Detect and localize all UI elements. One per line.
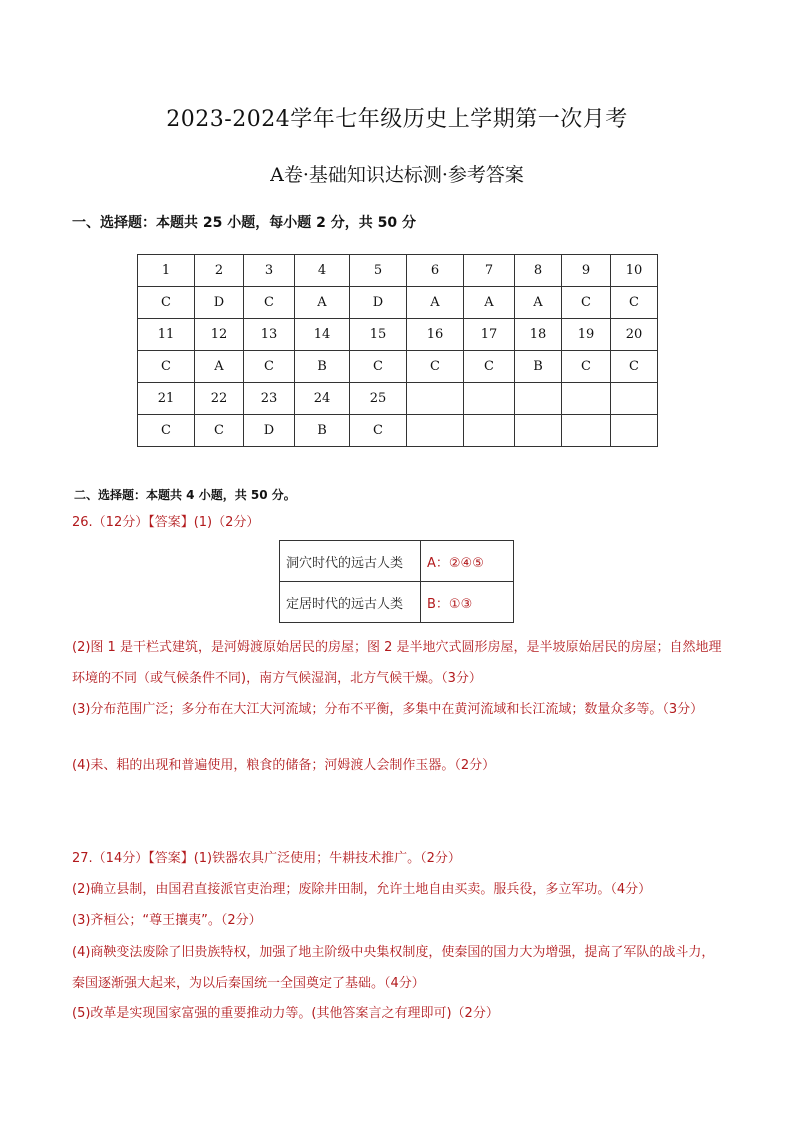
question-number-cell: 2 (195, 255, 244, 287)
answer-cell: C (244, 287, 295, 319)
answer-cell: C (611, 351, 658, 383)
answer-table-row (138, 319, 658, 351)
question-number-cell: 7 (464, 255, 515, 287)
answer-cell: C (350, 351, 407, 383)
answer-cell: A (195, 351, 244, 383)
question-number-cell: 9 (562, 255, 611, 287)
q26-table-row (280, 541, 514, 582)
q26-part-4: (4)耒、耜的出现和普遍使用，粮食的储备；河姆渡人会制作玉器。（2分） (72, 758, 496, 773)
answer-cell: D (350, 287, 407, 319)
answer-cell (515, 415, 562, 447)
q26-value: B：①③ (421, 582, 514, 623)
answer-table-row (138, 383, 658, 415)
question-number-cell: 11 (138, 319, 195, 351)
page-subtitle: A卷·基础知识达标测·参考答案 (270, 164, 524, 186)
answer-cell: B (295, 415, 350, 447)
question-number-cell: 24 (295, 383, 350, 415)
answer-cell (611, 415, 658, 447)
q26-table (279, 540, 514, 623)
answer-cell: C (195, 415, 244, 447)
question-number-cell (562, 383, 611, 415)
answer-cell: C (611, 287, 658, 319)
q26-header: 26.（12分）【答案】(1)（2分） (72, 515, 260, 530)
q26-label: 洞穴时代的远古人类 (280, 541, 421, 582)
q27-part-4: (4)商鞅变法废除了旧贵族特权，加强了地主阶级中央集权制度，使秦国的国力大为增强，提高了军队的战斗力，秦国逐渐强大起来，为以后秦国统一全国奠定了基础。（4分） (72, 945, 715, 991)
question-number-cell: 21 (138, 383, 195, 415)
answer-cell: C (562, 287, 611, 319)
answer-cell (464, 415, 515, 447)
question-number-cell: 4 (295, 255, 350, 287)
answer-cell: B (295, 351, 350, 383)
answer-cell: A (515, 287, 562, 319)
question-number-cell: 5 (350, 255, 407, 287)
question-number-cell: 10 (611, 255, 658, 287)
answer-cell: D (195, 287, 244, 319)
answer-table (137, 254, 658, 447)
answer-cell: C (464, 351, 515, 383)
question-number-cell: 19 (562, 319, 611, 351)
page-title: 2023-2024学年七年级历史上学期第一次月考 (166, 107, 628, 132)
question-number-cell: 17 (464, 319, 515, 351)
question-number-cell: 18 (515, 319, 562, 351)
question-number-cell: 14 (295, 319, 350, 351)
q26-label: 定居时代的远古人类 (280, 582, 421, 623)
answer-cell: A (464, 287, 515, 319)
q27-part-5: (5)改革是实现国家富强的重要推动力等。(其他答案言之有理即可)（2分） (72, 1006, 499, 1021)
question-number-cell: 8 (515, 255, 562, 287)
question-number-cell (515, 383, 562, 415)
q26-part-3: (3)分布范围广泛；多分布在大江大河流域；分布不平衡，多集中在黄河流域和长江流域；数量众多等。（3分） (72, 702, 704, 717)
q27-header: 27.（14分）【答案】(1)铁器农具广泛使用；牛耕技术推广。（2分） (72, 851, 461, 866)
answer-cell: C (407, 351, 464, 383)
answer-cell: A (407, 287, 464, 319)
answer-cell (562, 415, 611, 447)
answer-cell: A (295, 287, 350, 319)
question-number-cell: 6 (407, 255, 464, 287)
question-number-cell: 20 (611, 319, 658, 351)
answer-cell: C (138, 415, 195, 447)
question-number-cell: 22 (195, 383, 244, 415)
answer-cell: B (515, 351, 562, 383)
answer-table-row (138, 287, 658, 319)
q27-part-2: (2)确立县制，由国君直接派官吏治理；废除井田制，允许土地自由买卖。服兵役，多立军功。（4分） (72, 882, 652, 897)
question-number-cell: 12 (195, 319, 244, 351)
q26-table-row (280, 582, 514, 623)
answer-cell: C (350, 415, 407, 447)
question-number-cell (464, 383, 515, 415)
section-1-heading: 一、选择题：本题共 25 小题，每小题 2 分，共 50 分 (72, 215, 416, 231)
answer-cell: C (138, 351, 195, 383)
question-number-cell (611, 383, 658, 415)
question-number-cell: 23 (244, 383, 295, 415)
question-number-cell: 13 (244, 319, 295, 351)
q26-part-2: (2)图 1 是干栏式建筑，是河姆渡原始居民的房屋；图 2 是半地穴式圆形房屋，是半坡原始居民的房屋；自然地理环境的不同（或气候条件不同)，南方气候湿润，北方气候干燥。（3分） (72, 640, 722, 686)
question-number-cell (407, 383, 464, 415)
section-2-heading: 二、选择题：本题共 4 小题，共 50 分。 (74, 488, 296, 502)
question-number-cell: 25 (350, 383, 407, 415)
q27-part-3: (3)齐桓公；“尊王攘夷”。（2分） (72, 913, 262, 928)
answer-table-row (138, 415, 658, 447)
answer-cell: C (562, 351, 611, 383)
answer-table-row (138, 255, 658, 287)
question-number-cell: 15 (350, 319, 407, 351)
answer-cell (407, 415, 464, 447)
answer-cell: C (138, 287, 195, 319)
question-number-cell: 16 (407, 319, 464, 351)
question-number-cell: 3 (244, 255, 295, 287)
answer-cell: D (244, 415, 295, 447)
question-number-cell: 1 (138, 255, 195, 287)
answer-table-row (138, 351, 658, 383)
q26-value: A：②④⑤ (421, 541, 514, 582)
answer-cell: C (244, 351, 295, 383)
